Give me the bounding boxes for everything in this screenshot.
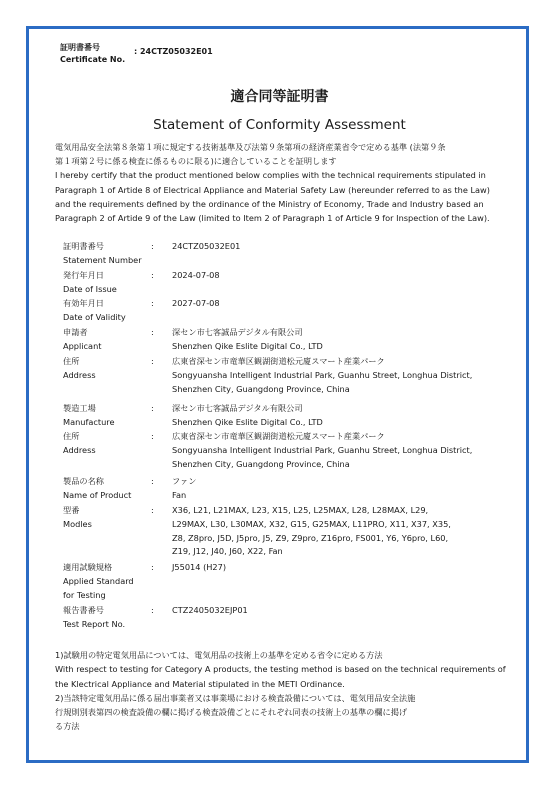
- field-value: X36, L21, L21MAX, L23, X15, L25, L25MAX, L28, L28MAX, L29,: [172, 505, 429, 515]
- field-value: 深セン市七客誠品デジタル有限公司: [172, 327, 303, 337]
- field-colon: :: [151, 505, 154, 515]
- field-value: Fan: [172, 489, 187, 500]
- field-label: 有効年月日: [63, 298, 104, 308]
- field-value: CTZ2405032EJP01: [172, 605, 248, 615]
- field-label: 報告書番号: [63, 605, 104, 615]
- field-value: Songyuansha Intelligent Industrial Park, Guanhu Street, Longhua District,: [172, 444, 473, 455]
- field-value: Z8, Z8pro, J5D, J5pro, J5, Z9, Z9pro, Z16pro, FS001, Y6, Y6pro, L60,: [172, 532, 449, 543]
- field-value: Shenzhen Qike Eslite Digital Co., LTD: [172, 416, 323, 427]
- field-colon: :: [151, 327, 154, 337]
- field-colon: :: [151, 298, 154, 308]
- field-label: Name of Product: [63, 489, 132, 500]
- field-label: for Testing: [63, 589, 106, 600]
- field-label: Date of Issue: [63, 283, 117, 294]
- certificate-number-block: [60, 42, 213, 66]
- field-colon: :: [151, 476, 154, 486]
- note-line: 2)当該特定電気用品に係る届出事業者又は事業場における検査設備については、電気用品安全法施: [55, 692, 416, 703]
- certificate-label-jp: 証明書番号: [60, 43, 100, 52]
- intro-line: Paragraph 2 of Artide 9 of the Law (limited to Item 2 of Paragraph 1 of Article 9 for Inspection of the Law).: [55, 213, 490, 224]
- field-colon: :: [151, 356, 154, 366]
- note-line: the Klectrical Appliance and Material stipulated in the METI Ordinance.: [55, 678, 345, 689]
- field-value: Z19, J12, J40, J60, X22, Fan: [172, 546, 283, 557]
- field-colon: :: [151, 270, 154, 280]
- intro-line: 電気用品安全法第８条第１項に規定する技術基準及び法第９条第項の経済産業省令で定める基準 (法第９条: [55, 142, 446, 152]
- field-value: Shenzhen City, Guangdong Province, China: [172, 458, 350, 469]
- field-label: 製品の名称: [63, 476, 104, 486]
- field-colon: :: [151, 605, 154, 615]
- field-value: 深セン市七客誠品デジタル有限公司: [172, 403, 303, 413]
- field-label: Applied Standard: [63, 575, 134, 586]
- field-value: Shenzhen Qike Eslite Digital Co., LTD: [172, 340, 323, 351]
- footnotes: [55, 648, 515, 734]
- field-label: Date of Validity: [63, 311, 126, 322]
- note-line: る方法: [55, 721, 80, 732]
- field-colon: :: [151, 562, 154, 572]
- field-label: Modles: [63, 518, 92, 529]
- field-value: 広東省深セン市竜華区観湖街道松元廈スマート産業パーク: [172, 431, 385, 441]
- field-value: 2027-07-08: [172, 298, 220, 308]
- field-value: ファン: [172, 476, 197, 486]
- field-label: Address: [63, 444, 96, 455]
- title-japanese: 適合同等証明書: [230, 89, 329, 105]
- field-value: Songyuansha Intelligent Industrial Park, Guanhu Street, Longhua District,: [172, 369, 473, 380]
- intro-line: and the requirements defined by the ordinance of the Ministry of Economy, Trade and Industry based an: [55, 198, 484, 209]
- field-label: 申請者: [63, 327, 88, 337]
- field-label: 適用試験規格: [63, 562, 113, 572]
- note-line: With respect to testing for Category A products, the testing method is based on the technical requirements of: [55, 664, 506, 675]
- field-label: 住所: [63, 356, 80, 366]
- field-value: 広東省深セン市竜華区観湖街道松元廈スマート産業パーク: [172, 356, 385, 366]
- certificate-number: : 24CTZ05032E01: [134, 47, 213, 56]
- field-colon: :: [151, 241, 154, 251]
- note-line: 行規則別表第四の検査設備の欄に掲げる検査設備ごとにそれぞれ同表の技術上の基準の欄に掲げ: [55, 707, 408, 718]
- field-label: 証明書番号: [63, 241, 104, 251]
- field-colon: :: [151, 403, 154, 413]
- title-english: Statement of Conformity Assessment: [153, 117, 406, 133]
- field-label: Statement Number: [63, 254, 142, 265]
- field-label: Applicant: [63, 340, 102, 351]
- intro-line: Paragraph 1 of Artide 8 of Electrical Appliance and Material Safety Law (hereunder referred to as the Law): [55, 184, 490, 195]
- field-value: 24CTZ05032E01: [172, 241, 241, 251]
- certificate-label-en: Certificate No.: [60, 55, 126, 64]
- field-value: L29MAX, L30, L30MAX, X32, G15, G25MAX, L11PRO, X11, X37, X35,: [172, 518, 451, 529]
- field-label: Test Report No.: [63, 618, 126, 629]
- field-value: 2024-07-08: [172, 270, 220, 280]
- intro-statement: [55, 140, 510, 225]
- field-label: 型番: [63, 505, 80, 515]
- field-label: 発行年月日: [63, 270, 104, 280]
- field-label: 製造工場: [63, 403, 96, 413]
- field-label: Manufacture: [63, 416, 115, 427]
- field-value: Shenzhen City, Guangdong Province, China: [172, 383, 350, 394]
- field-colon: :: [151, 431, 154, 441]
- intro-line: 第１項第２号に係る検査に係るものに限る)に適合していることを証明します: [55, 156, 337, 167]
- field-label: 住所: [63, 431, 80, 441]
- field-label: Address: [63, 369, 96, 380]
- intro-line: I hereby certify that the product mentioned below complies with the technical requirements stipulated in: [55, 170, 486, 181]
- note-line: 1)試験用の特定電気用品については、電気用品の技術上の基準を定める省令に定める方法: [55, 650, 383, 660]
- field-value: J55014 (H27): [172, 562, 227, 572]
